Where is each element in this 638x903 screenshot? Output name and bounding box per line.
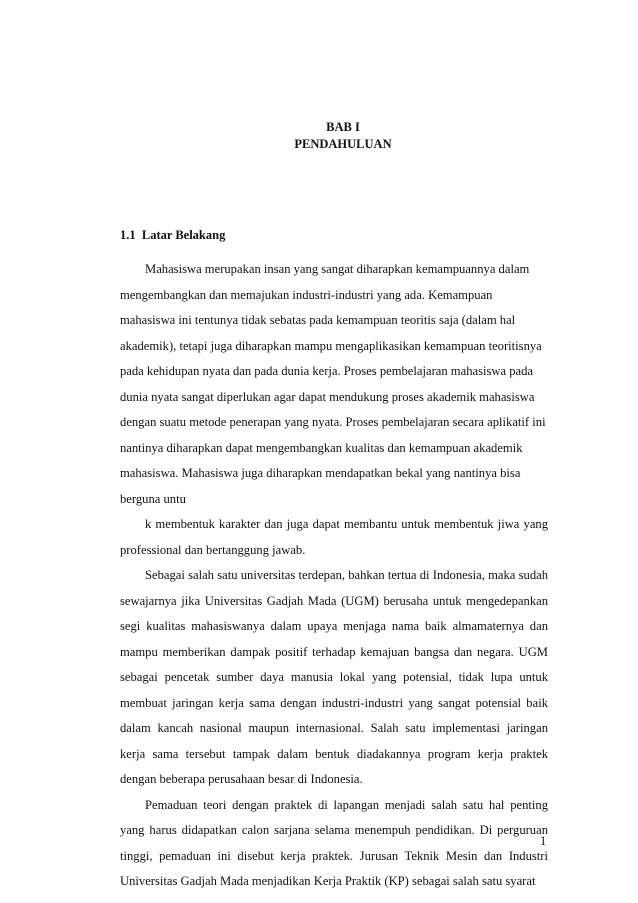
paragraph: k membentuk karakter dan juga dapat membantu untuk membentuk jiwa yang professional dan bertanggung jawab.: [120, 517, 548, 557]
body-text: [120, 257, 548, 895]
section-heading: 1.1 Latar Belakang: [120, 228, 226, 242]
page-number: 1: [540, 834, 547, 848]
paragraph: Mahasiswa merupakan insan yang sangat diharapkan kemampuannya dalam mengembangkan dan memajukan industri-industri yang ada. Kemampuan mahasiswa ini tentunya tidak sebatas pada kemampuan teoritis saja (dalam hal akademik), tetapi juga diharapkan mampu mengaplikasikan kemampuan teoritisnya pada kehidupan nyata dan pada dunia kerja. Proses pembelajaran mahasiswa pada dunia nyata sangat diperlukan agar dapat mendukung proses akademik mahasiswa dengan suatu metode penerapan yang nyata. Proses pembelajaran secara aplikatif ini nantinya diharapkan dapat mengembangkan kualitas dan kemampuan akademik mahasiswa. Mahasiswa juga diharapkan mendapatkan bekal yang nantinya bisa berguna untu: [120, 262, 546, 506]
chapter-number: BAB I: [326, 120, 360, 134]
paragraph: Pemaduan teori dengan praktek di lapangan menjadi salah satu hal penting yang harus didapatkan calon sarjana selama menempuh pendidikan. Di perguruan tinggi, pemaduan ini disebut kerja praktek. Jurusan Teknik Mesin dan Industri Universitas Gadjah Mada menjadikan Kerja Praktik (KP) sebagai salah satu syarat: [120, 797, 548, 888]
paragraph: Sebagai salah satu universitas terdepan, bahkan tertua di Indonesia, maka sudah sewajarnya jika Universitas Gadjah Mada (UGM) berusaha untuk mengedepankan segi kualitas mahasiswanya dalam upaya menjaga nama baik almamaternya dan mampu memberikan dampak positif terhadap kemajuan bangsa dan negara. UGM sebagai pencetak sumber daya manusia lokal yang potensial, tidak lupa untuk membuat jaringan kerja sama dengan industri-industri yang sangat potensial baik dalam kancah nasional maupun internasional. Salah satu implementasi jaringan kerja sama tersebut tampak dalam bentuk diadakannya program kerja praktek dengan beberapa perusahaan besar di Indonesia.: [120, 568, 548, 786]
chapter-title: PENDAHULUAN: [294, 137, 392, 151]
